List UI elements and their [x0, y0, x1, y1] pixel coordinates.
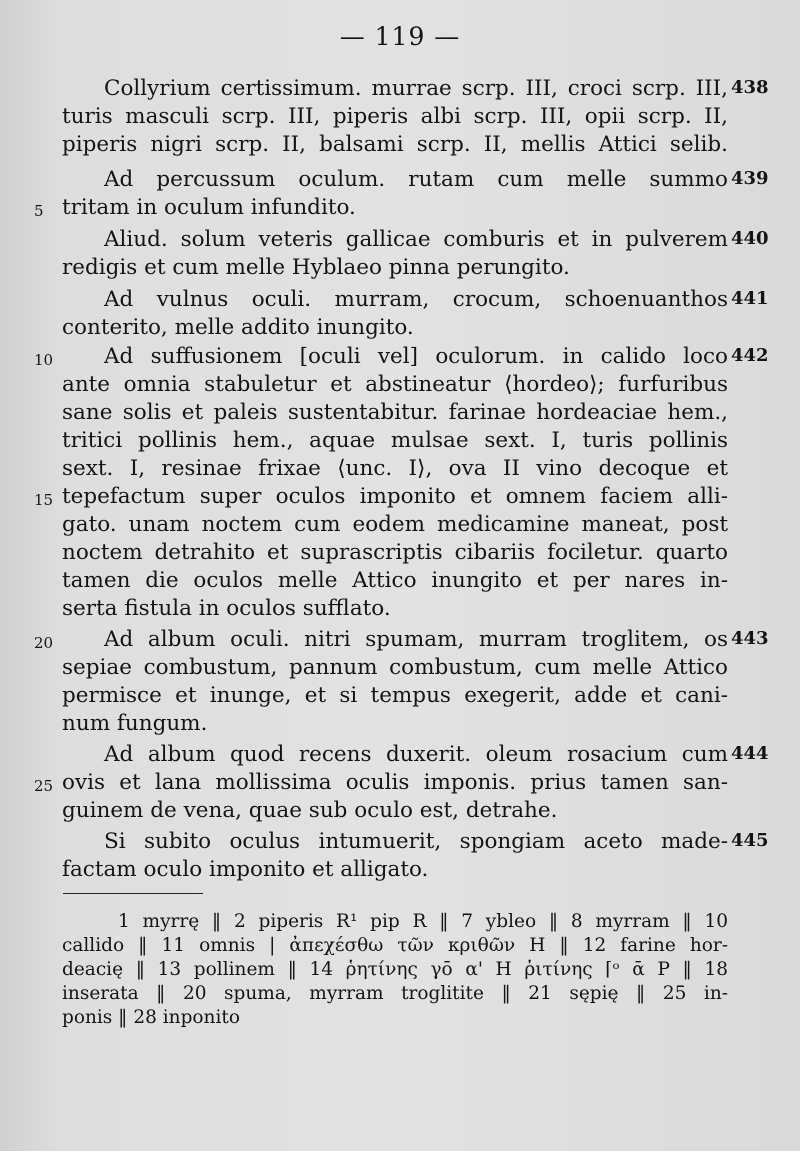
text-line: Ad percussum oculum. rutam cum melle summo: [104, 167, 728, 192]
text-line: turis masculi scrp. III, piperis albi scrp. III, opii scrp. II,: [62, 104, 728, 129]
line-number: 25: [34, 777, 54, 795]
section-number: 442: [731, 345, 769, 366]
section-number: 440: [731, 228, 769, 249]
page-number: — 119 —: [339, 22, 461, 51]
footnote-rule: [63, 893, 203, 894]
text-line: Ad album quod recens duxerit. oleum rosacium cum: [104, 742, 728, 767]
text-line: tamen die oculos melle Attico inungito et per nares in-: [62, 568, 728, 593]
apparatus-line: callido ‖ 11 omnis | ἀπεχέσθω τῶν κριθῶν H ‖ 12 farine hor-: [62, 935, 728, 956]
line-number: 15: [34, 491, 54, 509]
text-line: gato. unam noctem cum eodem medicamine maneat, post: [62, 512, 728, 537]
text-line: serta fistula in oculos sufflato.: [62, 596, 391, 621]
text-line: noctem detrahito et suprascriptis cibariis fociletur. quarto: [62, 540, 728, 565]
text-line: piperis nigri scrp. II, balsami scrp. II, mellis Attici selib.: [62, 132, 728, 157]
section-number: 439: [731, 168, 769, 189]
section-number: 445: [731, 830, 769, 851]
text-line: Collyrium certissimum. murrae scrp. III, croci scrp. III,: [104, 76, 728, 101]
section-number: 438: [731, 77, 769, 98]
text-line: sext. I, resinae frixae ⟨unc. I⟩, ova II vino decoque et: [62, 456, 728, 481]
section-number: 441: [731, 288, 769, 309]
text-line: Ad suffusionem [oculi vel] oculorum. in calido loco: [104, 344, 728, 369]
text-line: factam oculo imponito et alligato.: [62, 857, 429, 882]
text-line: ovis et lana mollissima oculis imponis. prius tamen san-: [62, 770, 728, 795]
text-line: num fungum.: [62, 711, 208, 736]
text-line: conterito, melle addito inungito.: [62, 315, 414, 340]
apparatus-line: deacię ‖ 13 pollinem ‖ 14 ῥητίνης γō α' H ῥιτίνης ⌈ᵒ ᾱ P ‖ 18: [62, 959, 728, 980]
text-line: Ad vulnus oculi. murram, crocum, schoenuanthos: [104, 287, 728, 312]
text-line: tritici pollinis hem., aquae mulsae sext. I, turis pollinis: [62, 428, 728, 453]
line-number: 5: [34, 202, 44, 220]
line-number: 10: [34, 351, 54, 369]
text-line: permisce et inunge, et si tempus exegerit, adde et cani-: [62, 683, 728, 708]
text-line: tritam in oculum infundito.: [62, 195, 356, 220]
text-line: sepiae combustum, pannum combustum, cum melle Attico: [62, 655, 728, 680]
apparatus-line: 1 myrrę ‖ 2 piperis R¹ pip R ‖ 7 ybleo ‖ 8 myrram ‖ 10: [118, 911, 728, 932]
line-number: 20: [34, 634, 54, 652]
text-line: Aliud. solum veteris gallicae comburis et in pulverem: [104, 227, 728, 252]
apparatus-line: inserata ‖ 20 spuma, myrram troglitite ‖ 21 sępię ‖ 25 in-: [62, 983, 728, 1004]
text-line: sane solis et paleis sustentabitur. farinae hordeaciae hem.,: [62, 400, 728, 425]
section-number: 443: [731, 628, 769, 649]
text-line: Si subito oculus intumuerit, spongiam aceto made-: [104, 829, 728, 854]
text-line: guinem de vena, quae sub oculo est, detrahe.: [62, 798, 558, 823]
apparatus-line: ponis ‖ 28 inponito: [62, 1007, 240, 1028]
text-line: Ad album oculi. nitri spumam, murram troglitem, os: [104, 627, 728, 652]
text-line: tepefactum super oculos imponito et omnem faciem alli-: [62, 484, 728, 509]
section-number: 444: [731, 743, 769, 764]
text-line: redigis et cum melle Hyblaeo pinna perungito.: [62, 255, 570, 280]
text-line: ante omnia stabuletur et abstineatur ⟨hordeo⟩; furfuribus: [62, 372, 728, 397]
